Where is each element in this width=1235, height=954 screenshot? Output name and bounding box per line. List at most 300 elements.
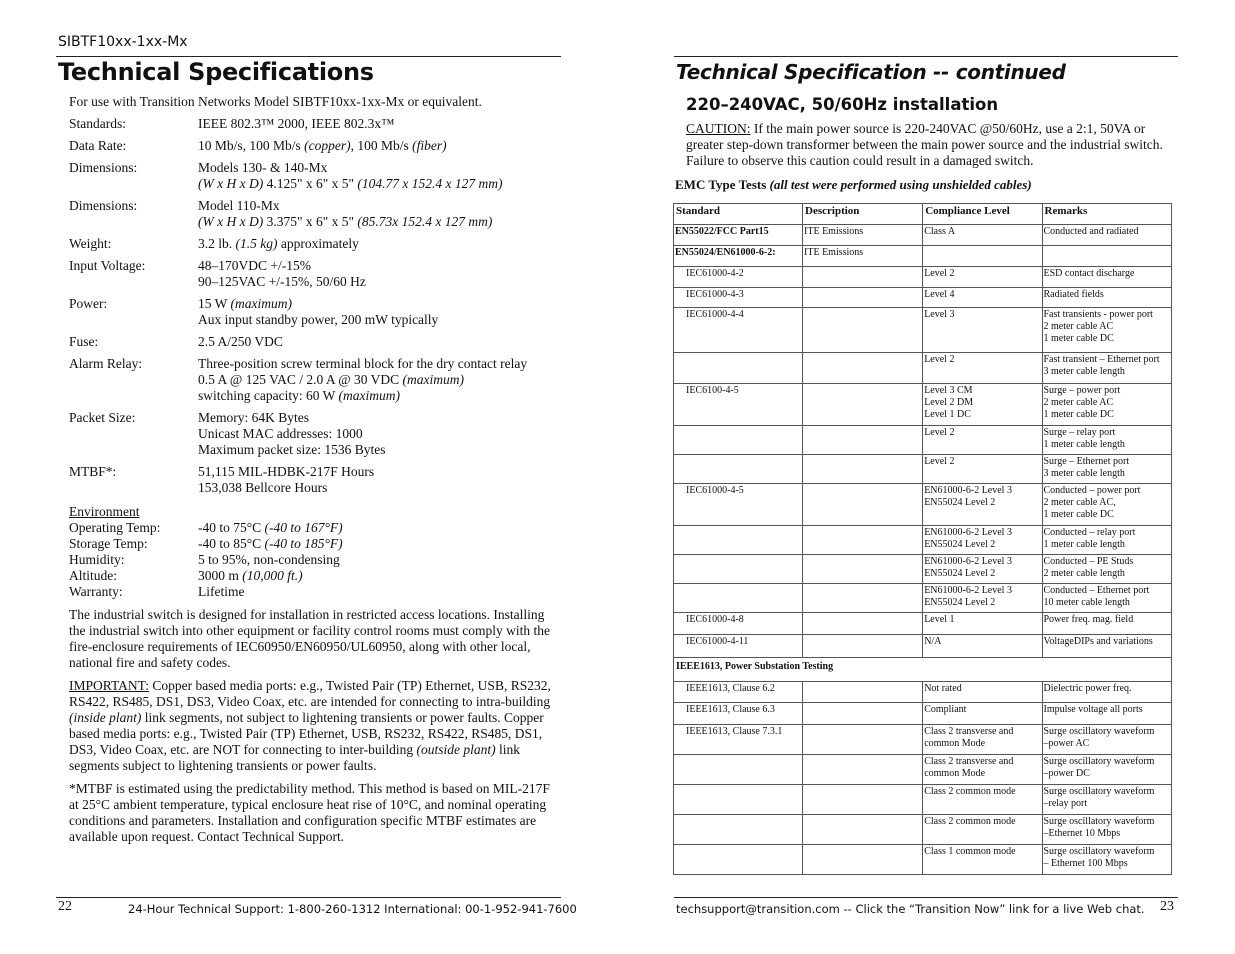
cell-standard-line: IEC61000-4-5 [686, 485, 744, 496]
cell-description [803, 288, 923, 308]
spec-value [198, 198, 559, 230]
cell-compliance-level-line: N/A [924, 636, 942, 647]
text: Memory: 64K Bytes [198, 410, 309, 425]
spec-value-line [198, 258, 559, 274]
cell-standard [674, 682, 803, 703]
table-row [674, 384, 1172, 426]
cell-description-line: ITE Emissions [804, 226, 864, 237]
important-label: IMPORTANT: [69, 678, 149, 693]
cell-compliance-level [923, 267, 1042, 288]
cell-standard-line: EN55022/FCC Part15 [675, 226, 769, 237]
table-row [674, 635, 1172, 658]
environment-list [69, 520, 559, 600]
environment-heading: Environment [69, 504, 140, 519]
table-row [674, 815, 1172, 845]
cell-standard [674, 455, 803, 484]
cell-standard-line: IEC6100-4-5 [686, 385, 739, 396]
installation-subtitle: 220–240VAC, 50/60Hz installation [686, 95, 999, 114]
table-row [674, 755, 1172, 785]
text: 2.5 A/250 VDC [198, 334, 283, 349]
spec-row [69, 334, 559, 350]
cell-remarks-line: Conducted – Ethernet port [1043, 585, 1150, 596]
table-row [674, 584, 1172, 613]
specs-block [69, 116, 559, 845]
text: -40 to 85°C [198, 536, 265, 551]
environment-row [69, 584, 559, 600]
spec-label: Data Rate: [69, 138, 127, 153]
environment-value [198, 568, 303, 584]
cell-description [803, 484, 923, 526]
cell-remarks [1042, 288, 1172, 308]
cell-remarks [1042, 755, 1172, 785]
install-paragraph: The industrial switch is designed for installation in restricted access locations. Installing the industrial switch into other equipment or facility control rooms must comply with the fire-enclosure requirements of IEC60950/EN60950/UL60950, along with other local, national fire and safety codes. [69, 607, 551, 670]
cell-standard [674, 246, 803, 267]
emc-note: (all test were performed using unshielded cables) [769, 177, 1032, 192]
text: -40 to 75°C [198, 520, 265, 535]
spec-label: Input Voltage: [69, 258, 146, 273]
table-row [674, 288, 1172, 308]
table-header-row [674, 204, 1172, 225]
cell-remarks-line: 10 meter cable length [1043, 597, 1130, 608]
cell-compliance-level [923, 384, 1042, 426]
italic-text: (-40 to 167°F) [264, 520, 343, 535]
cell-standard [674, 353, 803, 384]
environment-label: Humidity: [69, 552, 125, 567]
table-row [674, 785, 1172, 815]
page-title: Technical Specification -- continued [676, 60, 1066, 84]
environment-row [69, 520, 559, 536]
cell-remarks [1042, 635, 1172, 658]
spec-value-line [198, 312, 559, 328]
cell-remarks-line: Power freq. mag. field [1043, 614, 1134, 625]
cell-remarks-line: Conducted – power port [1043, 485, 1141, 496]
spec-row [69, 236, 559, 252]
cell-description [803, 845, 923, 875]
spec-value [198, 138, 559, 154]
cell-remarks-line: ESD contact discharge [1043, 268, 1135, 279]
cell-remarks-line: 2 meter cable AC [1043, 321, 1114, 332]
spec-value-line [198, 464, 559, 480]
italic-text: (W x H x D) [198, 214, 264, 229]
cell-standard-line: IEC61000-4-8 [686, 614, 744, 625]
cell-remarks [1042, 353, 1172, 384]
text: Unicast MAC addresses: 1000 [198, 426, 363, 441]
text: , 100 Mb/s [350, 138, 413, 153]
environment-label: Storage Temp: [69, 536, 148, 551]
environment-row [69, 568, 559, 584]
environment-label: Operating Temp: [69, 520, 161, 535]
cell-standard [674, 584, 803, 613]
cell-standard [674, 785, 803, 815]
italic-text: (maximum) [402, 372, 465, 387]
cell-compliance-level [923, 555, 1042, 584]
section-label: IEEE1613, Power Substation Testing [674, 658, 1172, 682]
spec-value-line [198, 176, 559, 192]
cell-remarks [1042, 785, 1172, 815]
cell-compliance-level [923, 815, 1042, 845]
cell-compliance-level-line: common Mode [924, 768, 986, 779]
table-row [674, 682, 1172, 703]
cell-description [803, 267, 923, 288]
cell-compliance-level-line: Level 1 DC [924, 409, 971, 420]
cell-compliance-level [923, 308, 1042, 353]
cell-description [803, 635, 923, 658]
environment-value [198, 520, 343, 536]
cell-compliance-level-line: Not rated [924, 683, 962, 694]
cell-remarks [1042, 526, 1172, 555]
cell-remarks [1042, 455, 1172, 484]
spec-row [69, 356, 559, 404]
text: Copper based media ports: e.g., Twisted Pair (TP) Ethernet, USB, RS232, RS422, RS485, DS1, DS3, Video Coax, etc. are intended for connecting to intra-building [69, 678, 551, 709]
spec-value-line [198, 372, 559, 388]
spec-label: Dimensions: [69, 198, 138, 213]
cell-description [803, 584, 923, 613]
cell-compliance-level [923, 526, 1042, 555]
cell-remarks-line: Dielectric power freq. [1043, 683, 1132, 694]
cell-standard-line: EN55024/EN61000-6-2: [675, 247, 776, 258]
cell-remarks-line: Impulse voltage all ports [1043, 704, 1143, 715]
cell-remarks [1042, 308, 1172, 353]
cell-standard [674, 384, 803, 426]
cell-remarks [1042, 845, 1172, 875]
page-title: Technical Specifications [58, 58, 374, 86]
cell-compliance-level-line: Class 1 common mode [924, 846, 1016, 857]
cell-compliance-level [923, 703, 1042, 725]
text: Lifetime [198, 584, 245, 599]
text: 4.125" x 6" x 5" [263, 176, 358, 191]
cell-compliance-level-line: Level 2 [924, 354, 955, 365]
table-row [674, 526, 1172, 555]
bottom-rule [56, 897, 561, 898]
text: 90–125VAC +/-15%, 50/60 Hz [198, 274, 366, 289]
cell-compliance-level [923, 225, 1042, 246]
cell-standard-line: IEC61000-4-3 [686, 289, 744, 300]
spec-value-line [198, 356, 559, 372]
italic-text: (copper) [304, 138, 351, 153]
cell-standard-line: IEEE1613, Clause 7.3.1 [686, 726, 783, 737]
text: 0.5 A @ 125 VAC / 2.0 A @ 30 VDC [198, 372, 403, 387]
cell-standard [674, 288, 803, 308]
header-remarks: Remarks [1042, 204, 1172, 225]
spec-row [69, 258, 559, 290]
spec-label: Packet Size: [69, 410, 136, 425]
page-number: 22 [58, 899, 72, 914]
cell-remarks-line: Surge oscillatory waveform [1043, 726, 1155, 737]
cell-compliance-level-line: Level 2 [924, 456, 955, 467]
italic-text: (inside plant) [69, 710, 142, 725]
cell-description [803, 703, 923, 725]
cell-remarks-line: Surge oscillatory waveform [1043, 816, 1155, 827]
italic-text: (85.73x 152.4 x 127 mm) [357, 214, 493, 229]
cell-standard [674, 635, 803, 658]
environment-row [69, 552, 559, 568]
spec-value-line [198, 274, 559, 290]
spec-row [69, 198, 559, 230]
cell-standard [674, 845, 803, 875]
cell-compliance-level [923, 682, 1042, 703]
cell-standard [674, 484, 803, 526]
table-row [674, 308, 1172, 353]
text: switching capacity: 60 W [198, 388, 339, 403]
cell-compliance-level-line: Class A [924, 226, 956, 237]
cell-description [803, 555, 923, 584]
cell-remarks-line: Surge oscillatory waveform [1043, 756, 1155, 767]
cell-remarks [1042, 267, 1172, 288]
top-rule [674, 56, 1178, 57]
cell-remarks-line: Surge – Ethernet port [1043, 456, 1130, 467]
cell-description [803, 526, 923, 555]
cell-remarks-line: 3 meter cable length [1043, 468, 1125, 479]
table-row [674, 426, 1172, 455]
text: link segments subject to lightening transients or power faults. [69, 742, 520, 773]
spec-value [198, 464, 559, 496]
cell-remarks-line: Surge oscillatory waveform [1043, 846, 1155, 857]
header-standard: Standard [674, 204, 803, 225]
cell-compliance-level-line: Level 3 CM [924, 385, 973, 396]
cell-compliance-level-line: Level 3 [924, 309, 955, 320]
text: Models 130- & 140-Mx [198, 160, 328, 175]
cell-description [803, 682, 923, 703]
table-row [674, 246, 1172, 267]
header-description: Description [803, 204, 923, 225]
cell-description [803, 725, 923, 755]
page-number: 23 [1160, 899, 1174, 914]
cell-compliance-level [923, 845, 1042, 875]
italic-text: (1.5 kg) [235, 236, 278, 251]
cell-compliance-level [923, 613, 1042, 635]
text: 3000 m [198, 568, 243, 583]
environment-value [198, 584, 244, 600]
cell-standard [674, 703, 803, 725]
cell-description [803, 246, 923, 267]
cell-remarks [1042, 555, 1172, 584]
cell-remarks-line: 2 meter cable AC, [1043, 497, 1116, 508]
cell-standard [674, 755, 803, 785]
cell-remarks-line: –relay port [1043, 798, 1088, 809]
cell-compliance-level [923, 455, 1042, 484]
text: Model 110-Mx [198, 198, 280, 213]
spec-label: Weight: [69, 236, 112, 251]
cell-remarks-line: Radiated fields [1043, 289, 1104, 300]
right-page [618, 0, 1235, 954]
intro-text: For use with Transition Networks Model SIBTF10xx-1xx-Mx or equivalent. [69, 94, 482, 109]
cell-compliance-level [923, 635, 1042, 658]
cell-remarks [1042, 725, 1172, 755]
cell-description-line: ITE Emissions [804, 247, 864, 258]
cell-remarks-line: –power AC [1043, 738, 1090, 749]
cell-remarks-line: –power DC [1043, 768, 1090, 779]
spec-value-line [198, 334, 559, 350]
cell-compliance-level-line: Level 1 [924, 614, 955, 625]
cell-standard [674, 815, 803, 845]
cell-compliance-level-line: EN61000-6-2 Level 3 [924, 527, 1012, 538]
environment-row [69, 536, 559, 552]
text: 10 Mb/s, 100 Mb/s [198, 138, 305, 153]
cell-compliance-level-line: Level 4 [924, 289, 955, 300]
table-row [674, 613, 1172, 635]
cell-compliance-level-line: Class 2 common mode [924, 816, 1016, 827]
cell-remarks [1042, 225, 1172, 246]
spec-value [198, 236, 559, 252]
table-row [674, 555, 1172, 584]
text: Maximum packet size: 1536 Bytes [198, 442, 386, 457]
spec-label: Dimensions: [69, 160, 138, 175]
cell-remarks-line: 1 meter cable DC [1043, 509, 1114, 520]
table-row [674, 267, 1172, 288]
spec-row [69, 160, 559, 192]
spec-label: Power: [69, 296, 108, 311]
document-id: SIBTF10xx-1xx-Mx [58, 34, 188, 50]
text: 153,038 Bellcore Hours [198, 480, 328, 495]
spec-value [198, 296, 559, 328]
cell-standard [674, 225, 803, 246]
cell-remarks-line: 1 meter cable length [1043, 439, 1125, 450]
italic-text: (outside plant) [416, 742, 496, 757]
italic-text: (104.77 x 152.4 x 127 mm) [357, 176, 503, 191]
cell-compliance-level-line: EN55024 Level 2 [924, 597, 996, 608]
text: link segments, not subject to lightening transients or power faults. Copper based media ports: e.g., Twisted Pair (TP) Ethernet, USB, RS232, RS422, RS485, DS1, DS3, Video Coax, etc. are NOT for connecting to inter-building [69, 710, 544, 757]
cell-compliance-level-line: Class 2 transverse and [924, 756, 1014, 767]
cell-remarks-line: –Ethernet 10 Mbps [1043, 828, 1121, 839]
spec-row [69, 116, 559, 132]
cell-compliance-level-line: common Mode [924, 738, 986, 749]
spec-value [198, 410, 559, 458]
cell-standard [674, 555, 803, 584]
cell-compliance-level-line: Level 2 DM [924, 397, 974, 408]
cell-compliance-level-line: Level 2 [924, 268, 955, 279]
cell-description [803, 785, 923, 815]
cell-remarks-line: 2 meter cable AC [1043, 397, 1114, 408]
spec-value-line [198, 388, 559, 404]
spec-value [198, 356, 559, 404]
cell-compliance-level [923, 725, 1042, 755]
cell-remarks-line: Fast transient – Ethernet port [1043, 354, 1160, 365]
cell-remarks-line: Conducted – PE Studs [1043, 556, 1134, 567]
important-paragraph [69, 678, 554, 774]
cell-description [803, 815, 923, 845]
cell-compliance-level-line: EN55024 Level 2 [924, 568, 996, 579]
cell-description [803, 308, 923, 353]
cell-compliance-level-line: EN55024 Level 2 [924, 497, 996, 508]
cell-description [803, 455, 923, 484]
spec-value-line [198, 442, 559, 458]
spec-label: Standards: [69, 116, 126, 131]
text: 5 to 95%, non-condensing [198, 552, 340, 567]
text: Three-position screw terminal block for the dry contact relay [198, 356, 528, 371]
italic-text: (-40 to 185°F) [264, 536, 343, 551]
spec-value [198, 160, 559, 192]
cell-compliance-level [923, 785, 1042, 815]
cell-compliance-level-line: EN55024 Level 2 [924, 539, 996, 550]
text: 48–170VDC +/-15% [198, 258, 311, 273]
header-compliance-level: Compliance Level [923, 204, 1042, 225]
spec-list [69, 116, 559, 496]
cell-remarks-line: 1 meter cable DC [1043, 409, 1114, 420]
caution-label: CAUTION: [686, 121, 751, 136]
cell-compliance-level [923, 584, 1042, 613]
text: IEEE 802.3™ 2000, IEEE 802.3x™ [198, 116, 395, 131]
cell-remarks-line: VoltageDIPs and variations [1043, 636, 1153, 647]
spec-label: Alarm Relay: [69, 356, 143, 371]
bottom-rule [674, 897, 1178, 898]
cell-standard [674, 613, 803, 635]
cell-remarks-line: 3 meter cable length [1043, 366, 1125, 377]
table-row [674, 725, 1172, 755]
environment-section [69, 504, 559, 600]
cell-standard-line: IEC61000-4-4 [686, 309, 744, 320]
table-section-ieee [674, 658, 1172, 682]
cell-remarks [1042, 613, 1172, 635]
text: 15 W [198, 296, 231, 311]
spec-value-line [198, 236, 559, 252]
caution-text: If the main power source is 220-240VAC @50/60Hz, use a 2:1, 50VA or greater step-down transformer between the main power source and the industrial switch. Failure to observe this caution could result in a damaged switch. [686, 121, 1163, 168]
spec-label: Fuse: [69, 334, 99, 349]
cell-description [803, 384, 923, 426]
cell-standard-line: IEEE1613, Clause 6.2 [686, 683, 775, 694]
cell-compliance-level [923, 288, 1042, 308]
section-row [674, 658, 1172, 682]
spec-value-line [198, 426, 559, 442]
cell-compliance-level-line: EN61000-6-2 Level 3 [924, 556, 1012, 567]
italic-text: (W x H x D) [198, 176, 264, 191]
caution-paragraph [686, 121, 1176, 169]
cell-compliance-level-line: Compliant [924, 704, 967, 715]
cell-remarks-line: – Ethernet 100 Mbps [1043, 858, 1128, 869]
spec-value-line [198, 296, 559, 312]
table-row [674, 353, 1172, 384]
cell-remarks [1042, 484, 1172, 526]
cell-compliance-level [923, 246, 1042, 267]
spec-value [198, 258, 559, 290]
environment-label: Warranty: [69, 584, 123, 599]
cell-standard-line: IEC61000-4-2 [686, 268, 744, 279]
cell-remarks [1042, 682, 1172, 703]
cell-remarks-line: Fast transients - power port [1043, 309, 1153, 320]
cell-remarks-line: Conducted and radiated [1043, 226, 1139, 237]
environment-label: Altitude: [69, 568, 117, 583]
text: 3.2 lb. [198, 236, 236, 251]
cell-remarks [1042, 426, 1172, 455]
spec-value-line [198, 410, 559, 426]
text: 51,115 MIL-HDBK-217F Hours [198, 464, 375, 479]
cell-compliance-level-line: Class 2 transverse and [924, 726, 1014, 737]
cell-remarks [1042, 384, 1172, 426]
cell-remarks [1042, 703, 1172, 725]
cell-remarks-line: Surge – relay port [1043, 427, 1116, 438]
table-row [674, 484, 1172, 526]
cell-description [803, 613, 923, 635]
text: Aux input standby power, 200 mW typically [198, 312, 439, 327]
spec-row [69, 410, 559, 458]
cell-compliance-level-line: EN61000-6-2 Level 3 [924, 485, 1012, 496]
cell-compliance-level-line: Level 2 [924, 427, 955, 438]
cell-standard [674, 526, 803, 555]
cell-remarks [1042, 584, 1172, 613]
cell-standard [674, 308, 803, 353]
italic-text: (fiber) [412, 138, 447, 153]
table-row [674, 703, 1172, 725]
cell-remarks-line: 1 meter cable DC [1043, 333, 1114, 344]
cell-remarks [1042, 815, 1172, 845]
table-body-emc [674, 225, 1172, 658]
cell-compliance-level [923, 755, 1042, 785]
italic-text: (maximum) [230, 296, 292, 311]
cell-standard-line: IEEE1613, Clause 6.3 [686, 704, 775, 715]
emc-table [673, 203, 1172, 875]
spec-value [198, 334, 559, 350]
text: 3.375" x 6" x 5" [263, 214, 358, 229]
mtbf-paragraph: *MTBF is estimated using the predictability method. This method is based on MIL-217F at 25°C ambient temperature, typical enclosure heat rise of 10°C, and nominal operating conditions and parameters. Installation and configuration specific MTBF estimates are available upon request. Contact Technical Support. [69, 781, 550, 844]
